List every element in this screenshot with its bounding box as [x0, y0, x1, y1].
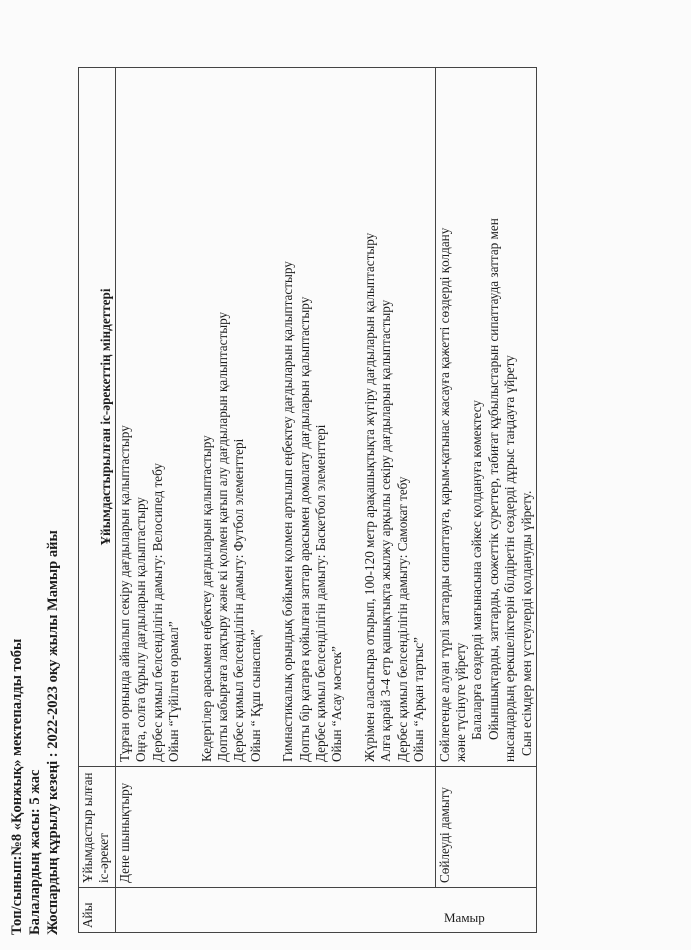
activity-cell: Сөйлеуді дамыту: [435, 767, 536, 888]
task-line: Кедергілер арасымен еңбектеу дағдыларын қалыптастыру: [198, 435, 214, 762]
header-month: Айы: [79, 888, 116, 933]
task-line: Ойын “Арқан тартыс”: [411, 637, 427, 762]
task-line: Тұрған орнында айналып секіру дағдыларын қалыптастыру: [117, 425, 132, 762]
task-line: Дербес қимыл белсенділігін дамыту: Велосипед тебу: [149, 463, 165, 762]
task-group: [117, 72, 183, 762]
group-line: Топ/сынып:№8 «Қонжық» мектепалды тобы: [9, 638, 25, 935]
task-line: нысандардың ерекшеліктерін білдіретін сөздерді дұрыс таңдауға үйрету: [502, 355, 518, 762]
plan-table: [78, 67, 537, 933]
task-line: Допты кабырғаға лақтыру және кі қолмен қағып алу дағдыларын қалыптастыру: [215, 311, 231, 762]
task-line: Ойын “Түйілген орамал”: [166, 621, 182, 762]
activity-cell: Дене шынықтыру: [116, 767, 436, 888]
age-line: Балалардың жасы: 5 жас: [27, 769, 43, 935]
header-tasks: Ұйымдастырылған іс-әрекеттің міндеттері: [79, 68, 116, 767]
task-group: [280, 72, 346, 762]
table-row: [116, 68, 436, 933]
task-line: Гимнастикалық орындық бойымен қолмен артылып еңбектеу дағдыларын қалыптастыру: [280, 261, 296, 762]
task-line: Сөйлегенде алуан түрлі заттарды сипаттауға, қарым-қатынас жасауға қажетті сөздерді қолдану: [436, 227, 452, 762]
task-line: Жүрімен алаcытыра отырып, 100-120 метр арақашықтықта жүгіру дағдыларын қалыптастыру: [361, 232, 377, 762]
task-group: [199, 72, 265, 762]
table-header-row: [79, 68, 116, 933]
header-activity: Ұйымдастыр ылған іс-әрекет: [79, 767, 116, 888]
task-line: Дербес қимыл белсенділігін дамыту: Футбол элементтері: [231, 438, 247, 762]
task-line: Ойын “ Құш сынаспақ”: [247, 629, 263, 762]
task-line: және түсінуге үйрету: [452, 642, 468, 762]
document-header: [8, 25, 62, 935]
task-line: Допты бір қатарға қойылған заттар арасымен домалату дағдыларын қалыптастыру: [296, 296, 312, 762]
task-line: Балаларға сөздерді мағынасына сәйкес қолдануға көмектесу: [469, 400, 485, 740]
task-line: Ойын “Асау мәстек”: [329, 646, 345, 762]
task-line: Ойыншықтарды, заттарды, сюжеттік суреттер, табиғат құбылыстарын сипаттауда заттар мен: [485, 218, 501, 740]
tasks-cell: [435, 68, 536, 767]
rotated-document: [8, 25, 648, 935]
tasks-cell: [116, 68, 436, 767]
task-line: Сын есімдер мен үстеулерді қолдануды үйрету.: [518, 490, 534, 756]
task-line: Дербес қимыл белсенділігін дамыту: Баскетбол элементтері: [313, 424, 329, 762]
period-line: Жоспардың құрылу кезеңі : 2022-2023 оқу жылы Мамыр айы: [45, 530, 61, 935]
month-cell: [116, 888, 537, 933]
table-row: [435, 68, 536, 933]
task-group: [362, 72, 428, 762]
task-line: Дербес қимыл белсенділігін дамыту: Самокат тебу: [394, 476, 410, 762]
task-line: Алға қарай 3-4 етр қашықтықта жылжу арқылы секіру дағдыларын қалыптастыру: [378, 299, 394, 762]
task-line: Оңға, солға бұрылу дағдыларын қалыптастыру: [133, 496, 149, 762]
month-label: Мамыр: [443, 910, 485, 925]
